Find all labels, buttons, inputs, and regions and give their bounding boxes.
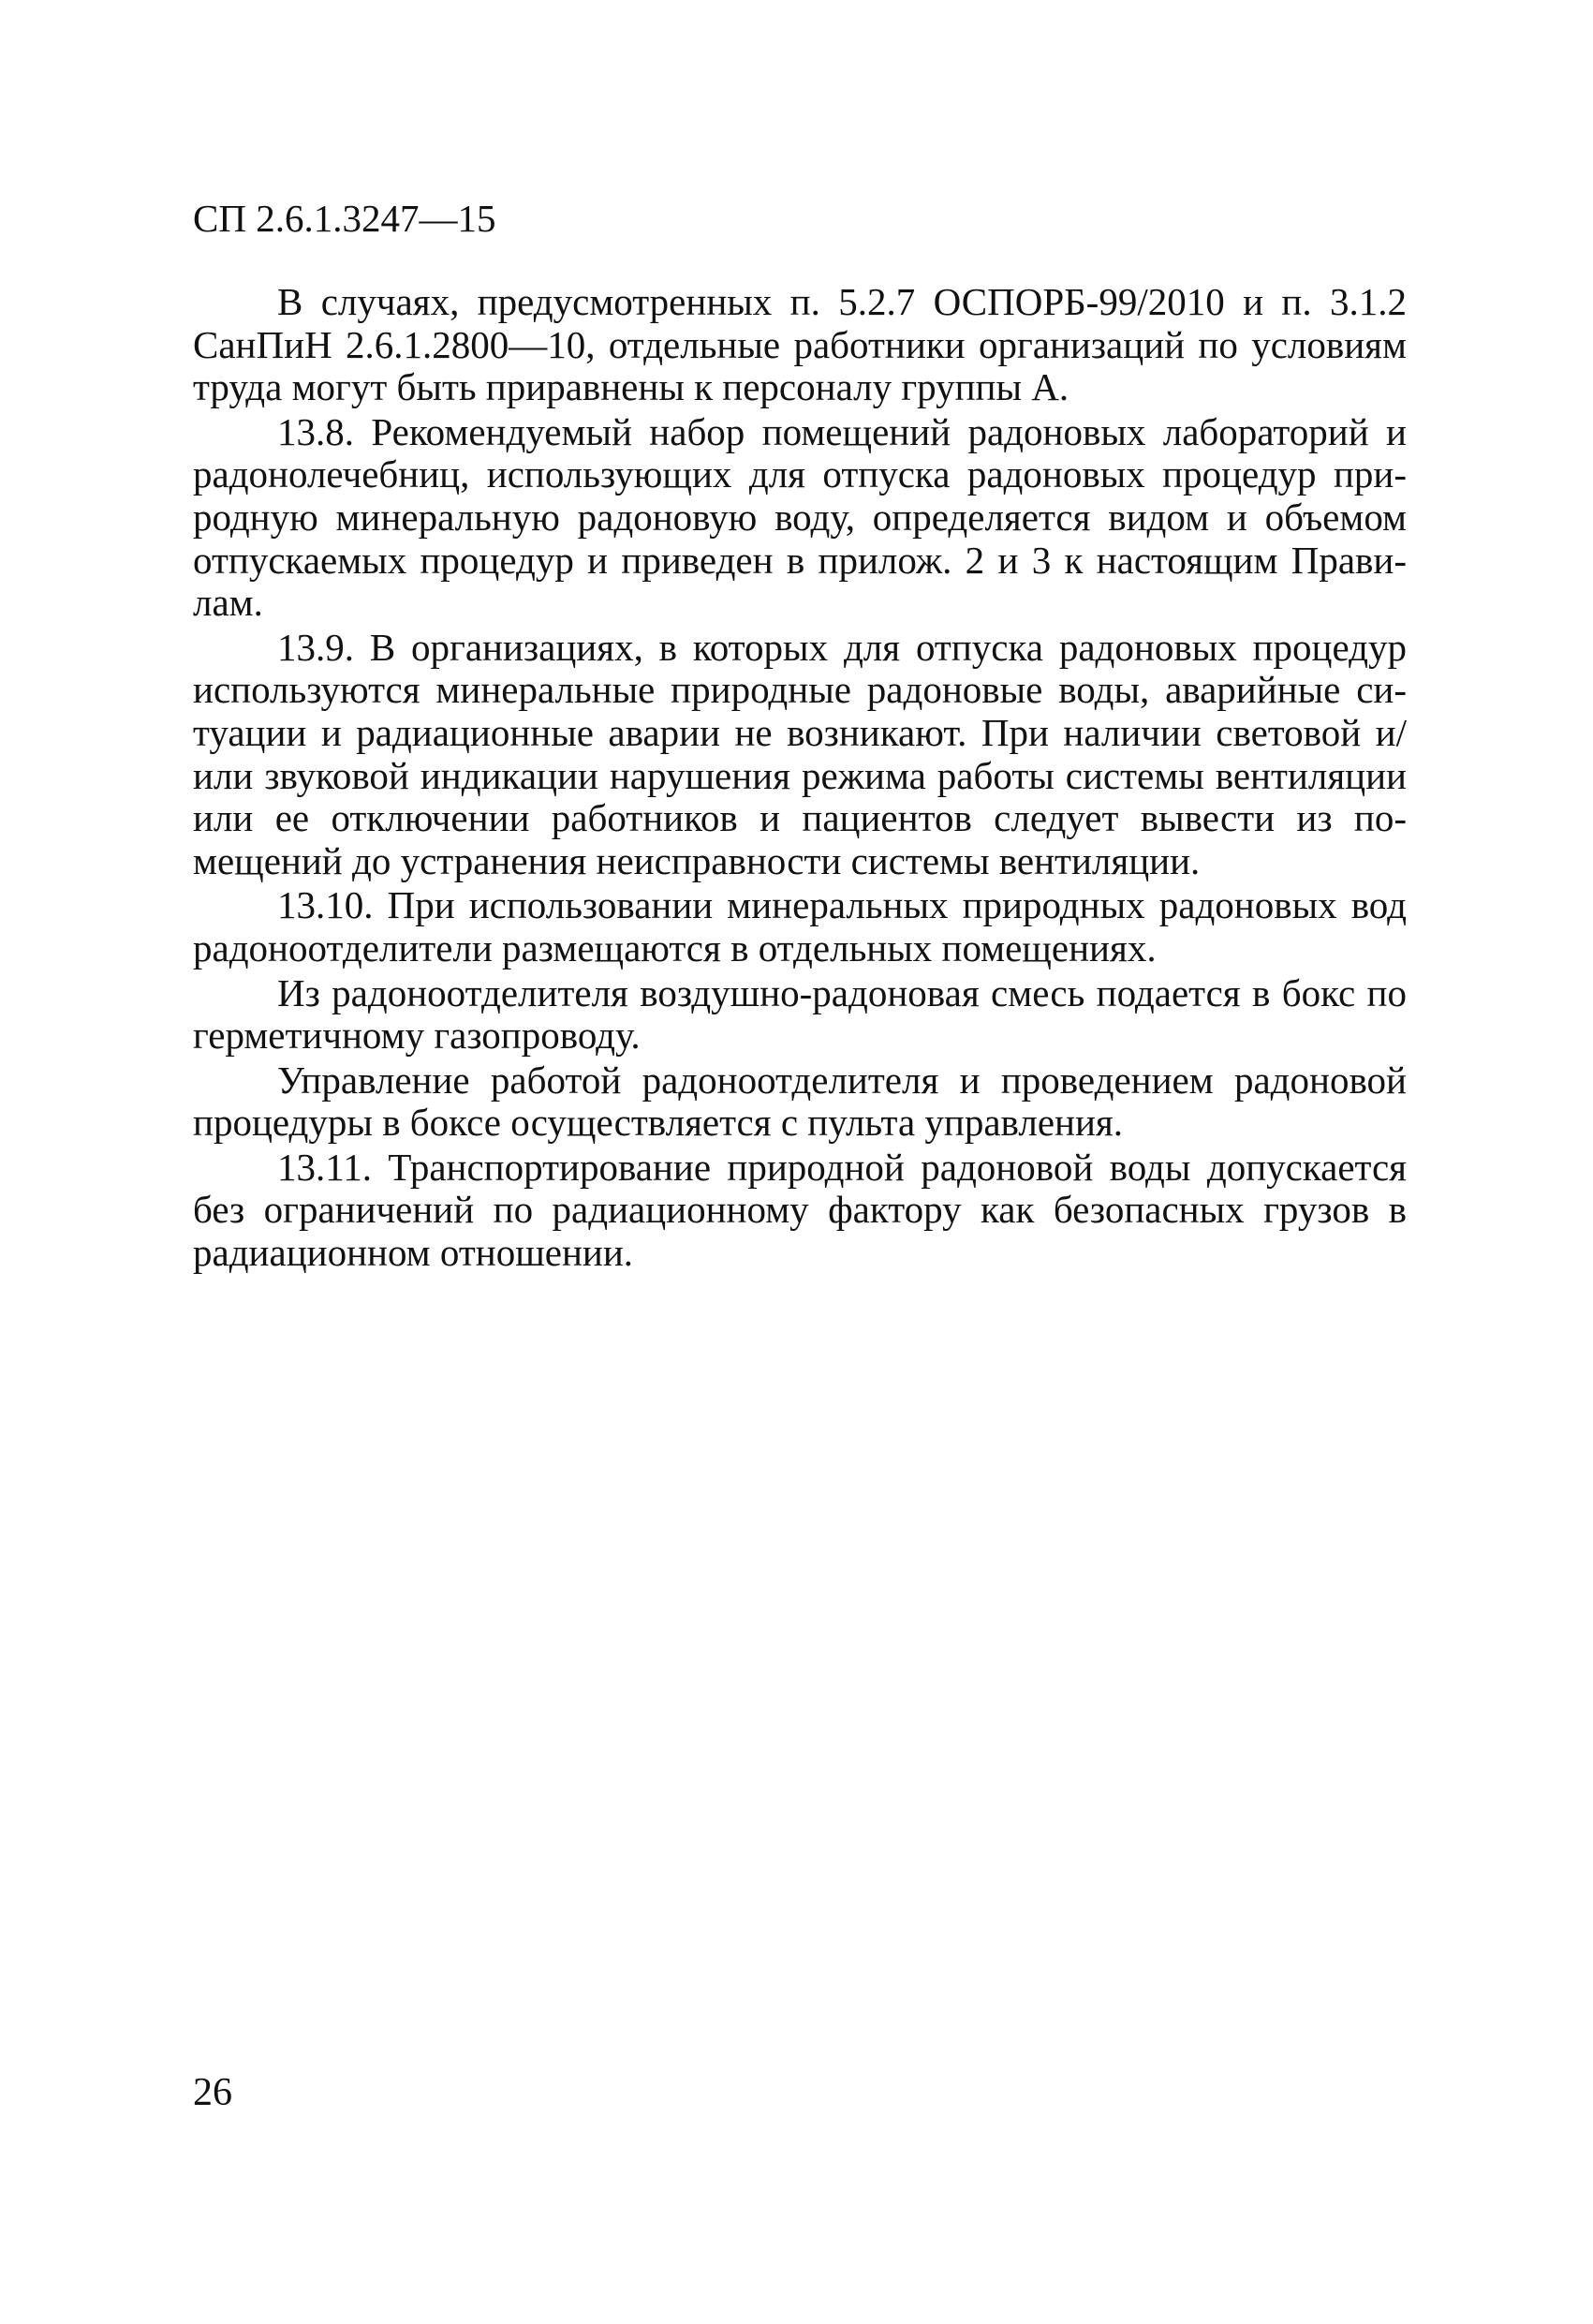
document-code-header: СП 2.6.1.3247—15: [193, 197, 496, 240]
paragraph-13-10: 13.10. При использовании минеральных природных радоновых вод радоноотделители размещаются в отдельных помещениях.: [193, 883, 1407, 970]
page-number: 26: [193, 2071, 232, 2114]
paragraph-intro: В случаях, предусмотренных п. 5.2.7 ОСПОРБ-99/2010 и п. 3.1.2 СанПиН 2.6.1.2800—10, отдельные работники организаций по условиям труда могут быть приравнены к персоналу группы А.: [193, 280, 1407, 409]
paragraph-13-8: 13.8. Рекомендуемый набор помещений радоновых лабораторий и радонолечебниц, использующих для отпуска радоновых процедур природную минеральную радоновую воду, определяется видом и объемом отпускаемых процедур и приведен в прилож. 2 и 3 к настоящим Правилам.: [193, 409, 1407, 625]
paragraph-13-11: 13.11. Транспортирование природной радоновой воды допускается без ограничений по радиационному фактору как безопасных грузов в радиационном отношении.: [193, 1145, 1407, 1275]
paragraph-13-9: 13.9. В организациях, в которых для отпуска радоновых процедур используются минеральные природные радоновые воды, аварийные ситуации и радиационные аварии не возникают. При наличии световой и/или звуковой индикации нарушения режима работы системы вентиляции или ее отключении работников и пациентов следует вывести из помещений до устранения неисправности системы вентиляции.: [193, 625, 1407, 882]
paragraph-control: Управление работой радоноотделителя и проведением радоновой процедуры в боксе осуществляется с пульта управления.: [193, 1058, 1407, 1145]
document-body: [193, 281, 1407, 1277]
paragraph-radon-mix: Из радоноотделителя воздушно-радоновая смесь подается в бокс по герметичному газопроводу.: [193, 970, 1407, 1058]
